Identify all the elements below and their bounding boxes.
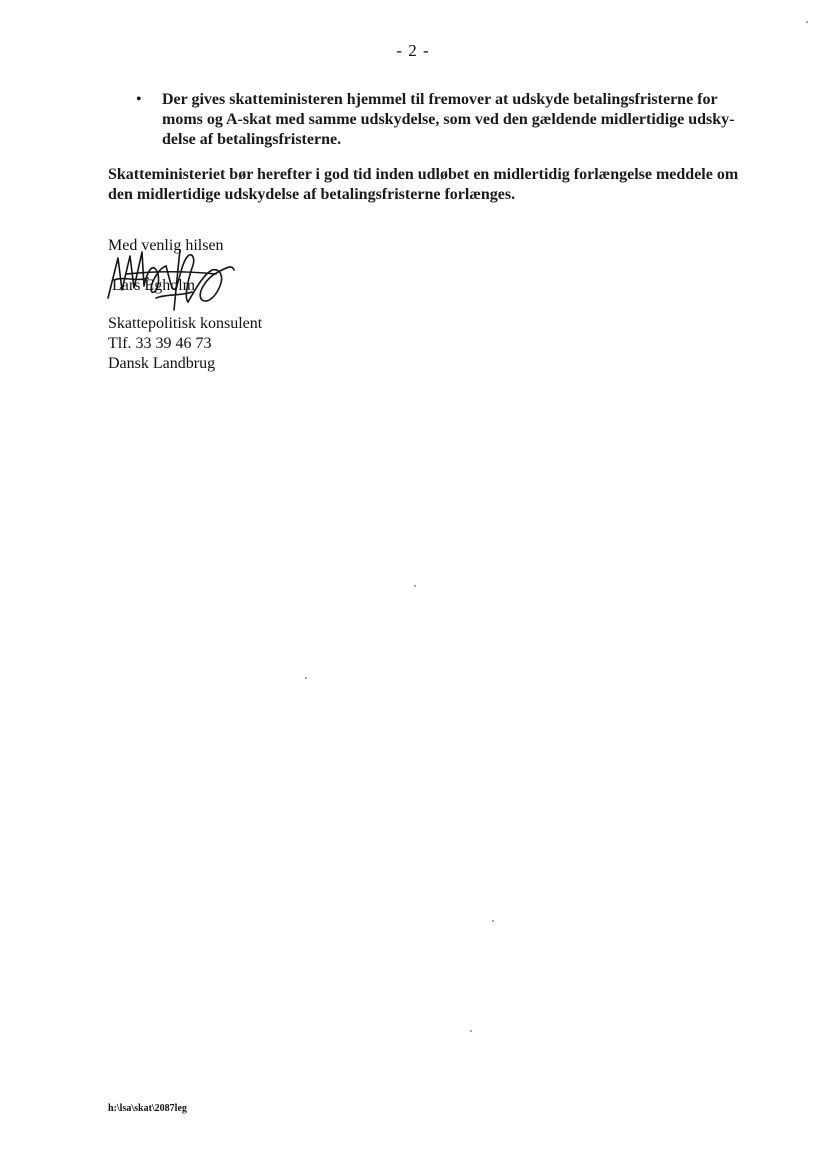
signer-title: Skattepolitisk konsulent: [108, 315, 263, 332]
signer-name: Lars Egholm: [112, 277, 196, 294]
signer-phone: Tlf. 33 39 46 73: [108, 335, 212, 352]
body-paragraph: Skatteministeriet bør herefter i god tid inden udløbet en midlertidig forlængelse meddele om den midlertidige udskydelse af betalingsfristerne forlænges.: [108, 166, 739, 203]
scan-speck: [414, 585, 416, 587]
page-number: - 2 -: [396, 41, 430, 60]
bullet-dot-icon: •: [136, 91, 142, 108]
scan-speck: [470, 1030, 472, 1032]
bullet-item: [136, 90, 746, 150]
handwritten-signature-icon: [96, 228, 246, 328]
closing-salutation: Med venlig hilsen: [108, 237, 224, 254]
bullet-text: Der gives skatteministeren hjemmel til fremover at udskyde betalingsfristerne for moms og A-skat med samme udskydelse, som ved den gældende midlertidige udsky-delse af betalingsfristerne.: [162, 91, 735, 148]
scan-speck: [305, 677, 307, 679]
scan-speck: [492, 920, 494, 922]
footer-file-path: h:\lsa\skat\2087leg: [108, 1103, 187, 1114]
signer-organization: Dansk Landbrug: [108, 355, 216, 372]
scan-speck: [806, 21, 808, 23]
signature-block: [108, 314, 262, 374]
